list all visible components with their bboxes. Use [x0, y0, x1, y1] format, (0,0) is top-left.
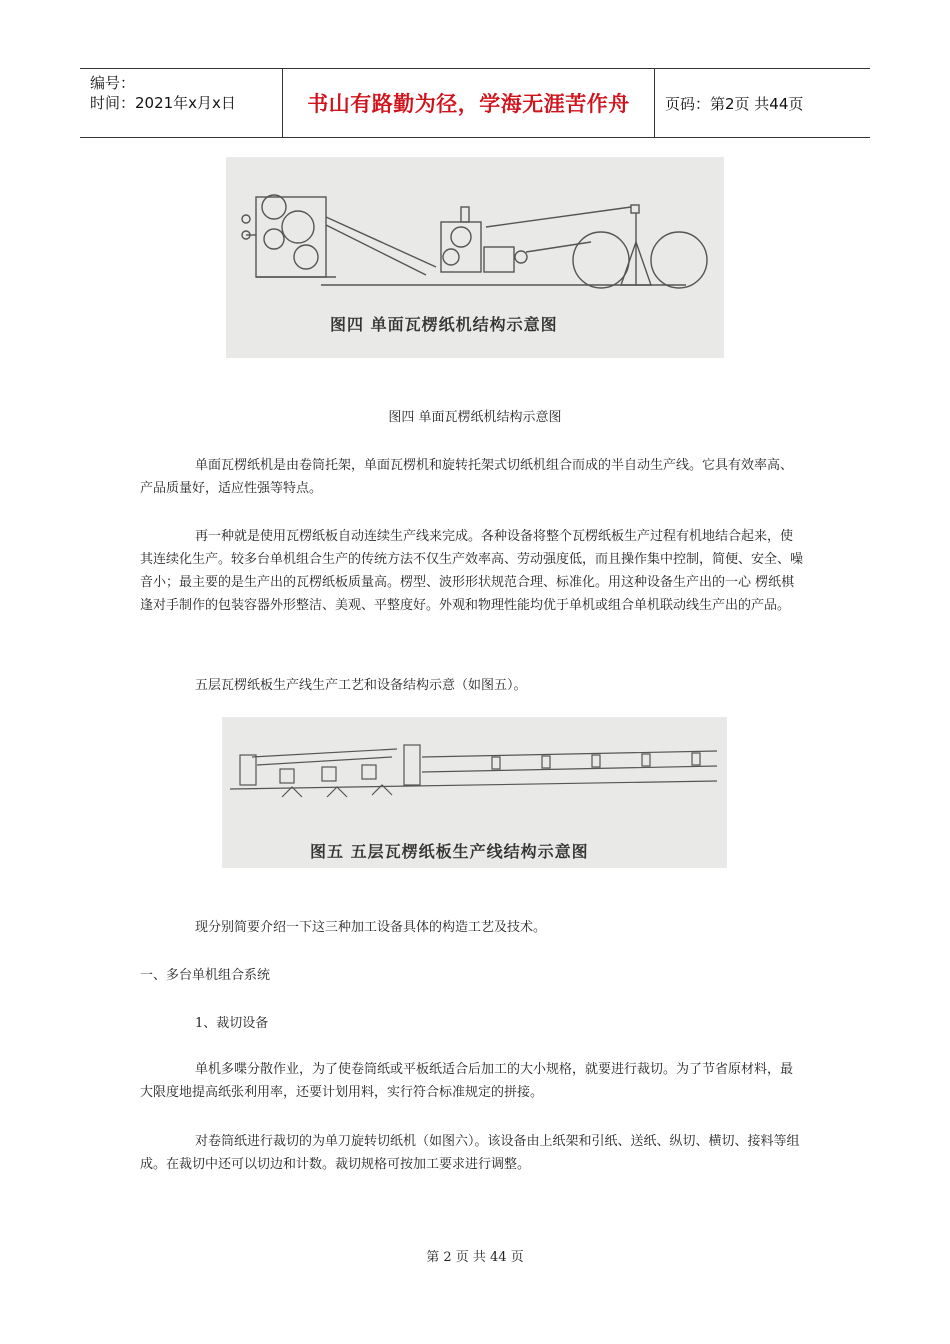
paragraph-4: 现分别简要介绍一下这三种加工设备具体的构造工艺及技术。	[195, 920, 547, 935]
paragraph-5: 单机多喋分散作业，为了使卷筒纸或平板纸适合后加工的大小规格，就要进行裁切。为了节省原材料，最大限度地提高纸张利用率，还要计划用料，实行符合标准规定的拼接。	[140, 1062, 794, 1100]
page-footer: 第 2 页 共 44 页	[426, 1250, 524, 1265]
figure-5-image	[222, 717, 727, 868]
subsection-heading-1: 1、裁切设备	[195, 1016, 269, 1031]
page-header	[80, 68, 870, 138]
paragraph-6: 对卷筒纸进行裁切的为单刀旋转切纸机（如图六）。该设备由上纸架和引纸、送纸、纵切、横切、接料等组成。在裁切中还可以切边和计数。裁切规格可按加工要求进行调整。	[140, 1134, 800, 1172]
number-label: 编号：	[90, 74, 136, 92]
header-meta	[80, 69, 282, 137]
figure-5-label: 图五 五层瓦楞纸板生产线结构示意图	[310, 842, 589, 861]
figure-4-image	[226, 157, 724, 358]
time-label: 时间：2021年x月x日	[90, 94, 236, 112]
paragraph-1: 单面瓦楞纸机是由卷筒托架，单面瓦楞机和旋转托架式切纸机组合而成的半自动生产线。它具有效率高、产品质量好，适应性强等特点。	[140, 458, 794, 496]
motto-text: 书山有路勤为径，学海无涯苦作舟	[307, 92, 630, 116]
paragraph-3: 五层瓦楞纸板生产线生产工艺和设备结构示意（如图五）。	[195, 678, 527, 693]
header-page-cell	[655, 69, 870, 137]
figure-4-label: 图四 单面瓦楞纸机结构示意图	[330, 315, 558, 334]
header-motto-cell	[282, 69, 655, 137]
figure-4-caption: 图四 单面瓦楞纸机结构示意图	[388, 410, 562, 425]
paragraph-2: 再一种就是使用瓦楞纸板自动连续生产线来完成。各种设备将整个瓦楞纸板生产过程有机地结合起来，使其连续化生产。较多台单机组合生产的传统方法不仅生产效率高、劳动强度低，而且操作集中控制，简便、安全、噪音小；最主要的是生产出的瓦楞纸板质量高。楞型、波形形状规范合理、标准化。用这种设备生产出的一心 楞纸棋逢对手制作的包装容器外形整洁、美观、平整度好。外观和物理性能均优于单机或组合单机联动线生产出的产品。	[140, 529, 804, 613]
page-info: 页码：第2页 共44页	[665, 94, 804, 113]
section-heading-1: 一、多台单机组合系统	[140, 968, 271, 983]
